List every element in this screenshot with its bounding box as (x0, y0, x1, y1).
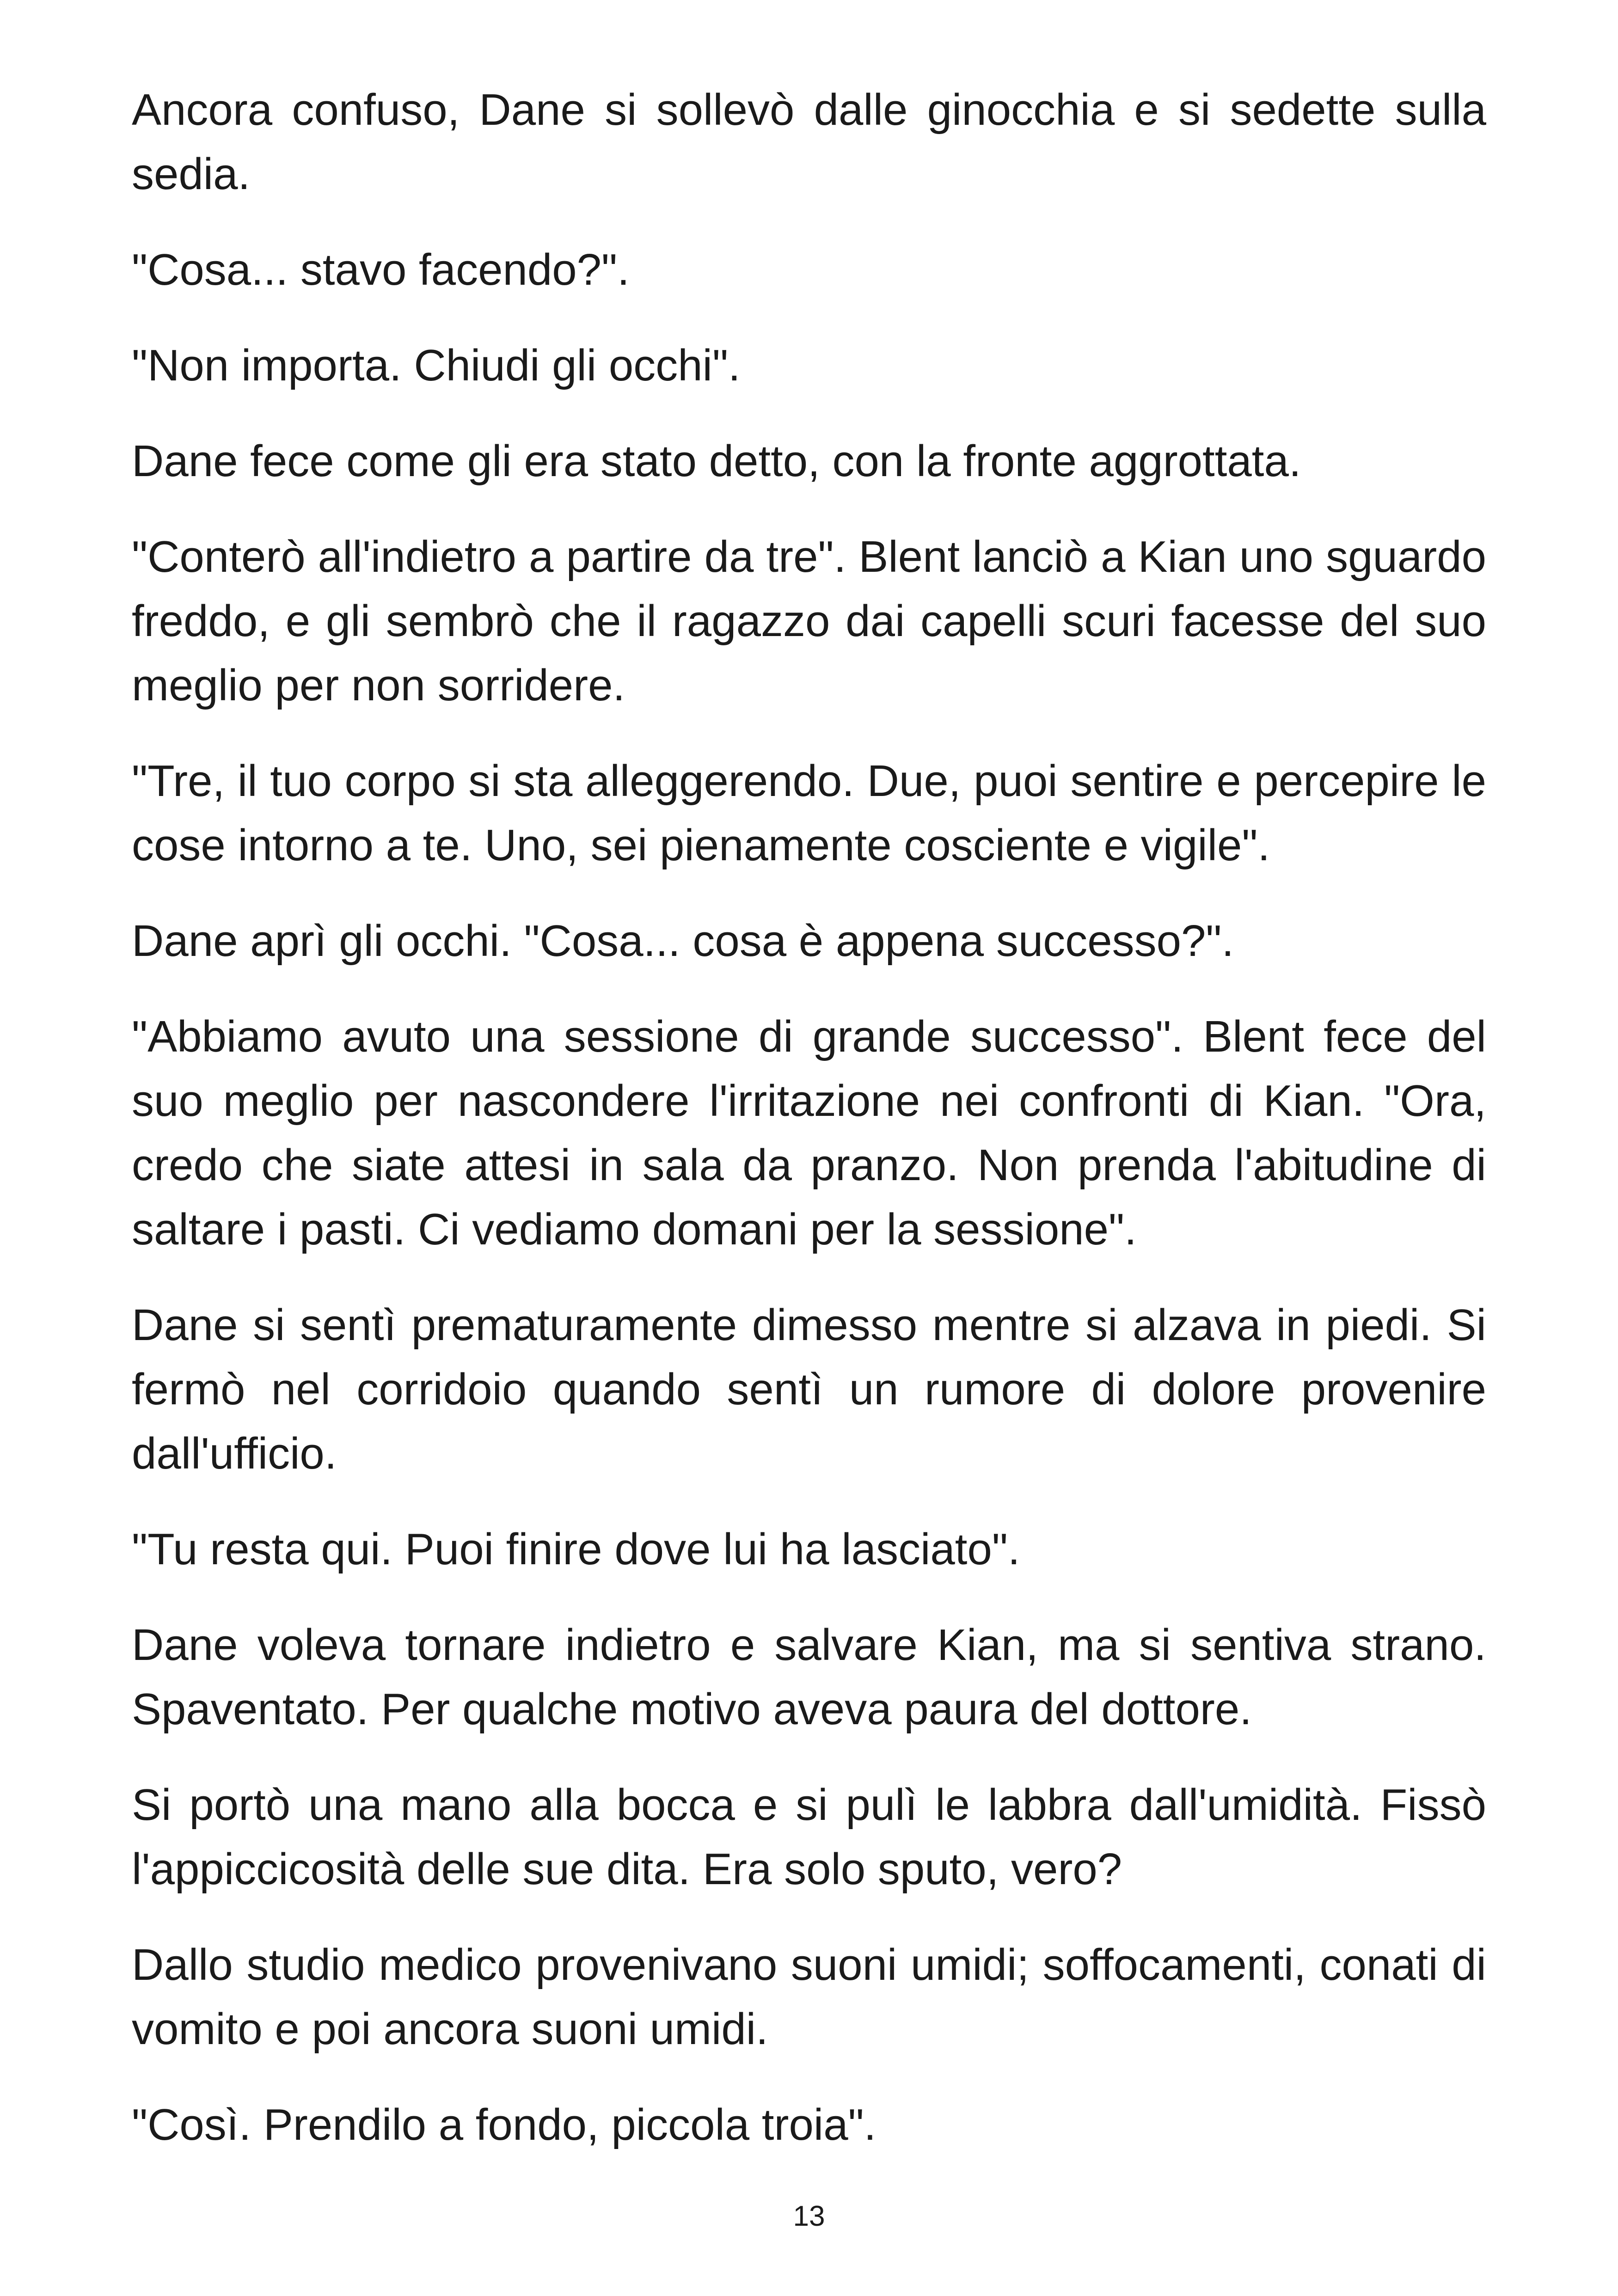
paragraph-7: Dane aprì gli occhi. "Cosa... cosa è appena successo?". (132, 916, 1234, 966)
paragraph-6: "Tre, il tuo corpo si sta alleggerendo. Due, puoi sentire e percepire le cose intorno a te. Uno, sei pienamente cosciente e vigile". (132, 756, 1486, 870)
paragraph-1: Ancora confuso, Dane si sollevò dalle ginocchia e si sedette sulla sedia. (132, 85, 1486, 199)
page-number: 13 (793, 2200, 825, 2232)
paragraph-10: "Tu resta qui. Puoi finire dove lui ha lasciato". (132, 1525, 1020, 1574)
paragraph-5: "Conterò all'indietro a partire da tre". Blent lanciò a Kian uno sguardo freddo, e gli sembrò che il ragazzo dai capelli scuri facesse del suo meglio per non sorridere. (132, 532, 1486, 710)
paragraph-2: "Cosa... stavo facendo?". (132, 245, 630, 294)
paragraph-4: Dane fece come gli era stato detto, con la fronte aggrottata. (132, 436, 1301, 486)
body-text (132, 78, 1486, 2188)
paragraph-11: Dane voleva tornare indietro e salvare Kian, ma si sentiva strano. Spaventato. Per qualche motivo aveva paura del dottore. (132, 1620, 1486, 1734)
paragraph-8: "Abbiamo avuto una sessione di grande successo". Blent fece del suo meglio per nascondere l'irritazione nei confronti di Kian. "Ora, credo che siate attesi in sala da pranzo. Non prenda l'abitudine di saltare i pasti. Ci vediamo domani per la sessione". (132, 1012, 1486, 1254)
paragraph-9: Dane si sentì prematuramente dimesso mentre si alzava in piedi. Si fermò nel corridoio quando sentì un rumore di dolore provenire dall'ufficio. (132, 1300, 1486, 1478)
paragraph-3: "Non importa. Chiudi gli occhi". (132, 341, 741, 390)
paragraph-12: Si portò una mano alla bocca e si pulì le labbra dall'umidità. Fissò l'appiccicosità delle sue dita. Era solo sputo, vero? (132, 1780, 1486, 1894)
paragraph-13: Dallo studio medico provenivano suoni umidi; soffocamenti, conati di vomito e poi ancora suoni umidi. (132, 1940, 1486, 2054)
paragraph-14: "Così. Prendilo a fondo, piccola troia". (132, 2100, 876, 2149)
